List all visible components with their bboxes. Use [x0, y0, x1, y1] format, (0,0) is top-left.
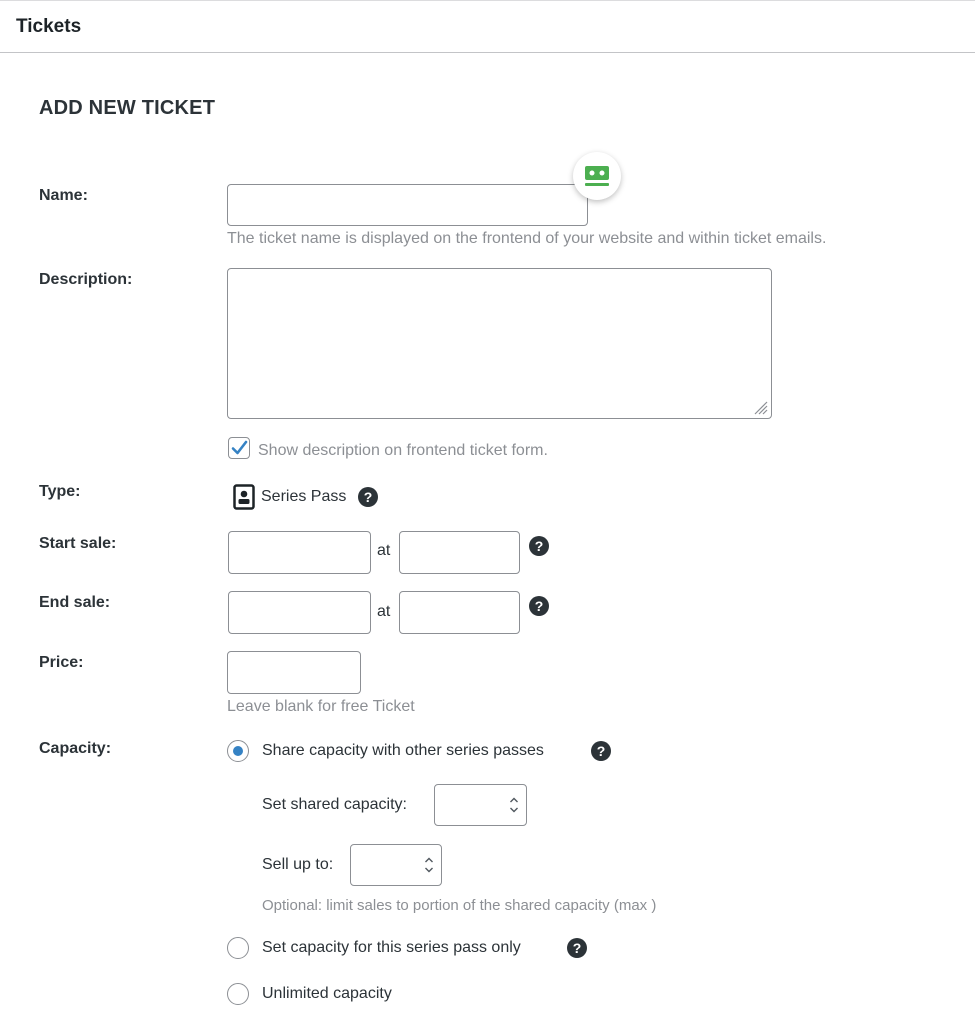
grammarly-icon[interactable] — [573, 152, 621, 200]
description-label: Description: — [39, 271, 133, 288]
end-sale-label: End sale: — [39, 594, 111, 611]
show-description-checkbox[interactable] — [228, 437, 250, 459]
price-input[interactable] — [227, 651, 361, 694]
start-sale-help-icon[interactable]: ? — [529, 536, 549, 556]
spinner-arrows-icon[interactable] — [423, 853, 435, 877]
price-help-text: Leave blank for free Ticket — [227, 698, 415, 715]
series-pass-capacity-label: Set capacity for this series pass only — [262, 939, 521, 956]
name-help-text: The ticket name is displayed on the frontend of your website and within ticket emails. — [227, 230, 827, 247]
start-sale-at-text: at — [377, 542, 391, 559]
show-description-label: Show description on frontend ticket form. — [258, 442, 548, 459]
share-capacity-radio[interactable] — [227, 740, 249, 762]
shared-capacity-input[interactable] — [434, 784, 527, 826]
series-pass-capacity-radio[interactable] — [227, 937, 249, 959]
type-help-icon[interactable]: ? — [358, 487, 378, 507]
type-label: Type: — [39, 483, 81, 500]
spinner-arrows-icon[interactable] — [508, 793, 520, 817]
sell-up-to-input[interactable] — [350, 844, 442, 886]
name-label: Name: — [39, 187, 88, 204]
description-textarea[interactable] — [227, 268, 772, 419]
end-sale-at-text: at — [377, 603, 391, 620]
section-title: ADD NEW TICKET — [39, 97, 216, 119]
price-label: Price: — [39, 654, 84, 671]
name-input[interactable] — [227, 184, 588, 226]
end-sale-time-input[interactable] — [399, 591, 520, 634]
resize-handle-icon[interactable] — [752, 399, 768, 415]
series-pass-capacity-help-icon[interactable]: ? — [567, 938, 587, 958]
sell-up-to-help-text: Optional: limit sales to portion of the shared capacity (max ) — [262, 897, 657, 914]
checkmark-icon — [229, 438, 249, 458]
panel-header — [0, 0, 975, 53]
end-sale-date-input[interactable] — [228, 591, 371, 634]
shared-capacity-label: Set shared capacity: — [262, 796, 407, 813]
start-sale-time-input[interactable] — [399, 531, 520, 574]
share-capacity-label: Share capacity with other series passes — [262, 742, 544, 759]
unlimited-capacity-label: Unlimited capacity — [262, 985, 392, 1002]
share-capacity-help-icon[interactable]: ? — [591, 741, 611, 761]
type-value: Series Pass — [261, 488, 347, 505]
panel-title: Tickets — [16, 16, 82, 37]
unlimited-capacity-radio[interactable] — [227, 983, 249, 1005]
start-sale-label: Start sale: — [39, 535, 117, 552]
sell-up-to-label: Sell up to: — [262, 856, 334, 873]
start-sale-date-input[interactable] — [228, 531, 371, 574]
end-sale-help-icon[interactable]: ? — [529, 596, 549, 616]
id-badge-icon — [233, 484, 255, 510]
capacity-label: Capacity: — [39, 740, 112, 757]
